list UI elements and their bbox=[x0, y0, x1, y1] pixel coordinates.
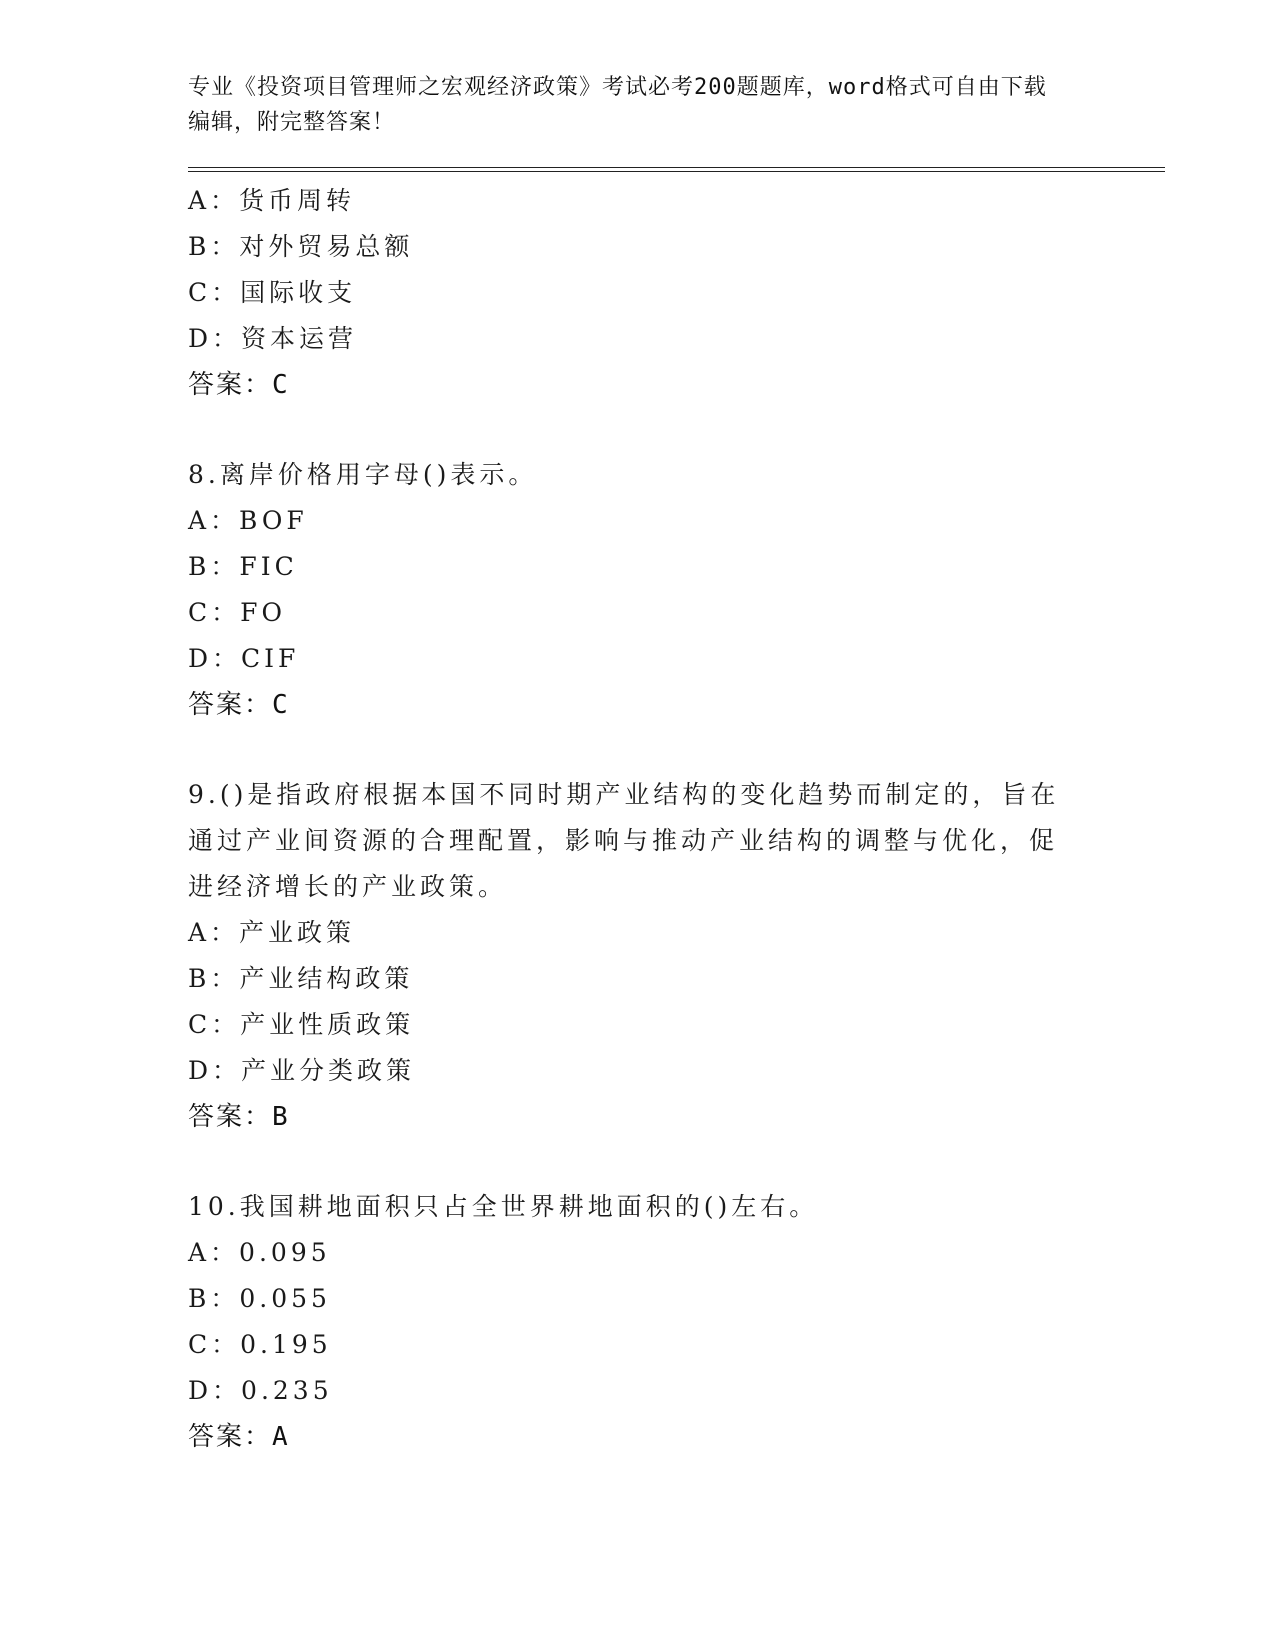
question-stem: 9.()是指政府根据本国不同时期产业结构的变化趋势而制定的，旨在通过产业间资源的合理配置，影响与推动产业结构的调整与优化，促进经济增长的产业政策。 bbox=[188, 780, 1060, 901]
option-c: C：国际收支 bbox=[188, 278, 357, 307]
header-divider bbox=[188, 167, 1165, 172]
question-stem: 8.离岸价格用字母()表示。 bbox=[188, 460, 538, 489]
option-c: C：产业性质政策 bbox=[188, 1010, 415, 1039]
question-9 bbox=[188, 772, 1168, 1140]
question-list bbox=[188, 178, 1168, 1460]
question-stem: 10.我国耕地面积只占全世界耕地面积的()左右。 bbox=[188, 1192, 819, 1221]
option-c: C：FO bbox=[188, 598, 286, 627]
option-a: A：BOF bbox=[188, 506, 308, 535]
option-b: B：FIC bbox=[188, 552, 298, 581]
option-a: A：0.095 bbox=[188, 1238, 331, 1267]
option-b: B：产业结构政策 bbox=[188, 964, 414, 993]
answer: 答案：C bbox=[188, 370, 290, 400]
question-10 bbox=[188, 1184, 1168, 1460]
document-page bbox=[188, 70, 1168, 1460]
answer: 答案：A bbox=[188, 1422, 290, 1452]
document-header-title: 专业《投资项目管理师之宏观经济政策》考试必考200题题库，word格式可自由下载编辑，附完整答案！ bbox=[188, 75, 1047, 135]
continued-question bbox=[188, 178, 1168, 408]
question-8 bbox=[188, 452, 1168, 728]
option-d: D：0.235 bbox=[188, 1376, 333, 1405]
option-b: B：0.055 bbox=[188, 1284, 331, 1313]
answer: 答案：B bbox=[188, 1102, 290, 1132]
option-d: D：产业分类政策 bbox=[188, 1056, 416, 1085]
option-a: A：产业政策 bbox=[188, 918, 356, 947]
option-d: D：资本运营 bbox=[188, 324, 358, 353]
option-b: B：对外贸易总额 bbox=[188, 232, 414, 261]
option-a: A：货币周转 bbox=[188, 186, 356, 215]
option-d: D：CIF bbox=[188, 644, 300, 673]
answer: 答案：C bbox=[188, 690, 290, 720]
option-c: C：0.195 bbox=[188, 1330, 332, 1359]
